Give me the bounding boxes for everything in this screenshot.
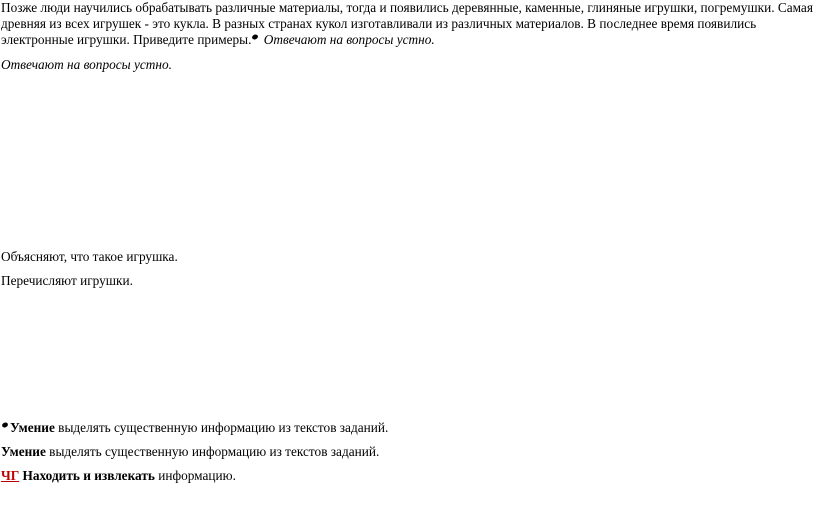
reading-rest: информацию. xyxy=(154,468,236,483)
reading-line xyxy=(1,468,236,484)
skill-rest: выделять существенную информацию из текстов заданий. xyxy=(54,420,389,435)
paragraph-text: Позже люди научились обрабатывать различные материалы, тогда и появились деревянные, каменные, глиняные игрушки, погремушки. Самая древняя из всех игрушек - это кукла. В разных странах кукол изготавливали из различных материалов. В последнее время появились электронные игрушки. Приведите примеры. xyxy=(1,0,813,47)
skill-line-2 xyxy=(1,444,379,460)
bullet-icon xyxy=(252,34,259,41)
skill-bold: Умение xyxy=(10,420,55,435)
bullet-icon xyxy=(1,422,8,429)
paragraph-toys-history xyxy=(1,0,813,48)
inline-note: Отвечают на вопросы устно. xyxy=(263,32,435,47)
skill-bold: Умение xyxy=(1,444,46,459)
list-toys-line: Перечисляют игрушки. xyxy=(1,273,133,288)
reading-tag: ЧГ xyxy=(1,468,20,483)
reading-bold: Находить и извлекать xyxy=(22,468,155,483)
explain-line: Объясняют, что такое игрушка. xyxy=(1,249,178,264)
note-answer: Отвечают на вопросы устно. xyxy=(1,57,172,72)
skill-rest: выделять существенную информацию из текстов заданий. xyxy=(45,444,380,459)
skill-line-1 xyxy=(1,420,388,436)
